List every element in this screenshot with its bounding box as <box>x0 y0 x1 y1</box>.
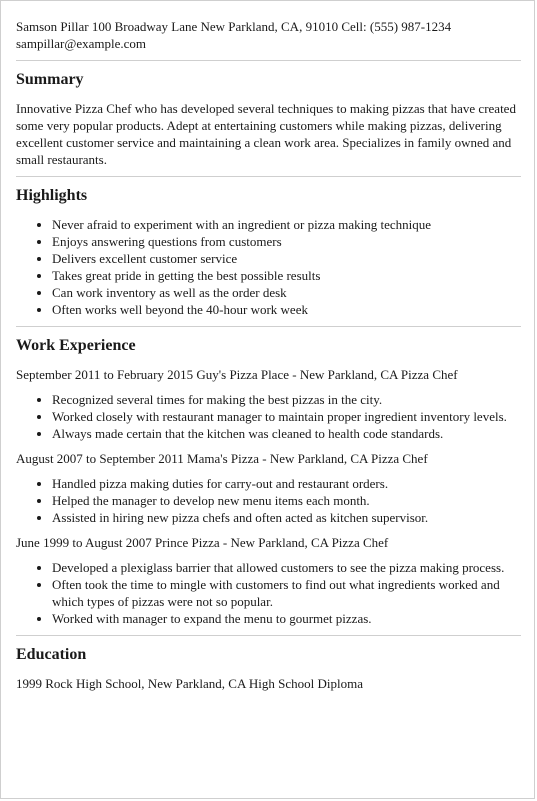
highlights-list <box>16 216 521 318</box>
contact-email: sampillar@example.com <box>16 36 147 51</box>
job-bullets <box>16 559 521 627</box>
list-item: • Takes great pride in getting the best possible results <box>52 267 521 284</box>
contact-phone-label: Cell: <box>341 19 367 34</box>
list-item: • Worked closely with restaurant manager to maintain proper ingredient inventory levels. <box>52 408 521 425</box>
highlights-section <box>16 176 521 318</box>
list-item: • Never afraid to experiment with an ingredient or pizza making technique <box>52 216 521 233</box>
list-item: • Often works well beyond the 40-hour work week <box>52 301 521 318</box>
job-header: June 1999 to August 2007 Prince Pizza - New Parkland, CA Pizza Chef <box>16 535 389 550</box>
list-item: • Always made certain that the kitchen was cleaned to health code standards. <box>52 425 521 442</box>
experience-section <box>16 326 521 627</box>
list-item: • Delivers excellent customer service <box>52 250 521 267</box>
list-item: • Can work inventory as well as the order desk <box>52 284 521 301</box>
contact-phone: (555) 987-1234 <box>369 19 452 34</box>
list-item: • Developed a plexiglass barrier that allowed customers to see the pizza making process. <box>52 559 521 576</box>
job-bullets <box>16 391 521 442</box>
list-item: • Often took the time to mingle with customers to find out what ingredients worked and which types of pizzas were not so popular. <box>52 576 521 610</box>
job-entry <box>16 366 521 442</box>
job-header: August 2007 to September 2011 Mama's Pizza - New Parkland, CA Pizza Chef <box>16 451 428 466</box>
contact-address: 100 Broadway Lane New Parkland, CA, 91010 <box>91 19 339 34</box>
job-entry <box>16 534 521 627</box>
highlights-heading: Highlights <box>16 187 88 204</box>
list-item: • Helped the manager to develop new menu items each month. <box>52 492 521 509</box>
experience-heading: Work Experience <box>16 337 136 354</box>
education-entry: 1999 Rock High School, New Parkland, CA High School Diploma <box>16 676 364 691</box>
job-bullets <box>16 475 521 526</box>
education-section <box>16 635 521 692</box>
list-item: • Handled pizza making duties for carry-out and restaurant orders. <box>52 475 521 492</box>
summary-heading: Summary <box>16 71 84 88</box>
contact-line <box>16 18 521 52</box>
summary-section <box>16 60 521 168</box>
job-header: September 2011 to February 2015 Guy's Pizza Place - New Parkland, CA Pizza Chef <box>16 367 458 382</box>
resume-content <box>1 1 521 692</box>
list-item: • Recognized several times for making the best pizzas in the city. <box>52 391 521 408</box>
list-item: • Assisted in hiring new pizza chefs and often acted as kitchen supervisor. <box>52 509 521 526</box>
summary-text: Innovative Pizza Chef who has developed several techniques to making pizzas that have created some very popular products. Adept at entertaining customers while making pizzas, delivering excellent customer service and maintaining a clean work area. Specializes in family owned and small restaurants. <box>16 101 516 167</box>
list-item: • Enjoys answering questions from customers <box>52 233 521 250</box>
job-entry <box>16 450 521 526</box>
list-item: • Worked with manager to expand the menu to gourmet pizzas. <box>52 610 521 627</box>
education-heading: Education <box>16 646 87 663</box>
contact-name: Samson Pillar <box>16 19 89 34</box>
